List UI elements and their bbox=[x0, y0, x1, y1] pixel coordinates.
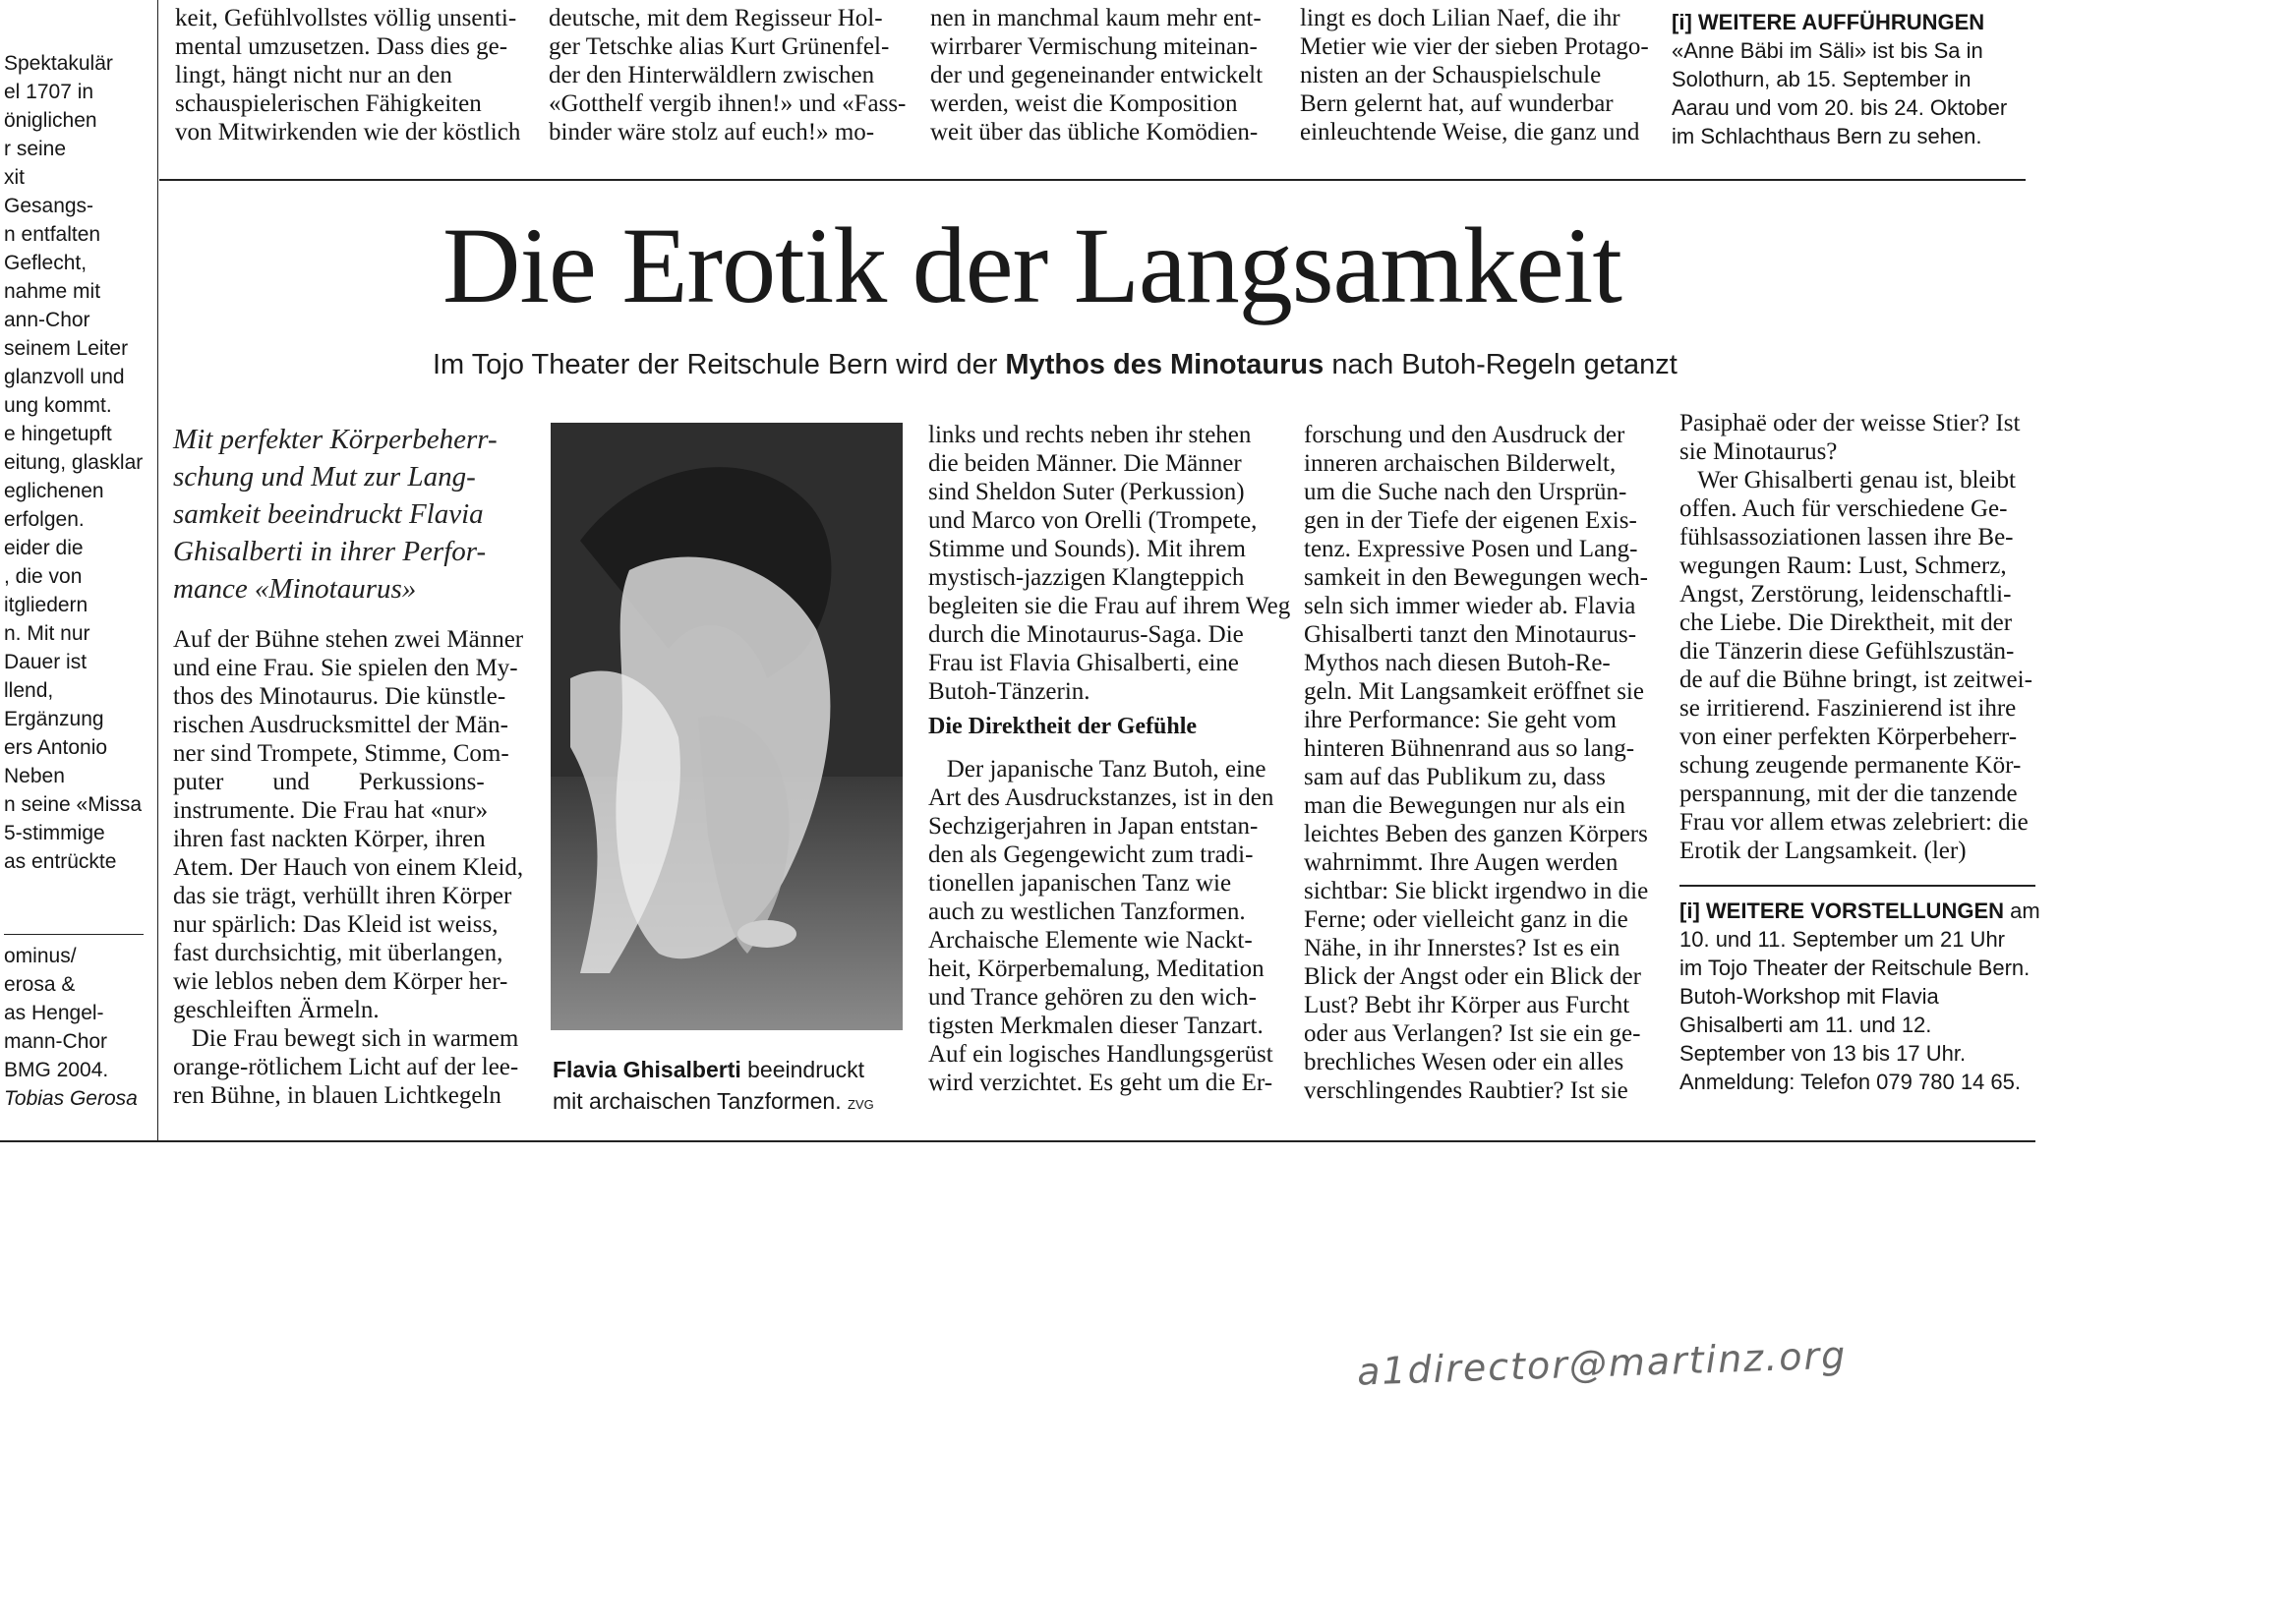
left-fragment-column-line: e hingetupft bbox=[4, 423, 112, 445]
article-column-2-part1-line: Stimme und Sounds). Mit ihrem bbox=[928, 536, 1246, 562]
left-fragment-column-line: ung kommt. bbox=[4, 394, 112, 417]
left-fragment-credits bbox=[4, 942, 151, 1113]
article-column-4-line: che Liebe. Die Direktheit, mit der bbox=[1679, 609, 2013, 636]
left-fragment-column-line: ann-Chor bbox=[4, 309, 90, 331]
photo-caption-rest: beeindruckt bbox=[740, 1057, 865, 1082]
article-column-3-line: inneren archaischen Bilderwelt, bbox=[1304, 450, 1617, 477]
top-info-lines-line: im Schlachthaus Bern zu sehen. bbox=[1672, 124, 1982, 148]
info-box-rule bbox=[1679, 885, 2035, 887]
left-fragment-column-line: öniglichen bbox=[4, 109, 97, 132]
article-column-1-line: Atem. Der Hauch von einem Kleid, bbox=[173, 854, 524, 881]
article-column-3-line: seln sich immer wieder ab. Flavia bbox=[1304, 593, 1636, 619]
left-fragment-credits-line: BMG 2004. bbox=[4, 1059, 109, 1081]
left-fragment-column-line: Gesangs- bbox=[4, 195, 94, 217]
article-column-3-line: tenz. Expressive Posen und Lang- bbox=[1304, 536, 1638, 562]
article-column-2-part2-line: Auf ein logisches Handlungsgerüst bbox=[928, 1041, 1273, 1068]
top-fragment-col3-line: der und gegeneinander entwickelt bbox=[930, 62, 1264, 88]
article-column-2-part1-line: die beiden Männer. Die Männer bbox=[928, 450, 1242, 477]
article-column-2-part1-line: und Marco von Orelli (Trompete, bbox=[928, 507, 1258, 534]
article-column-3-line: ihre Performance: Sie geht vom bbox=[1304, 707, 1617, 733]
left-fragment-column-line: Geflecht, bbox=[4, 252, 88, 274]
left-fragment-column-line: Dauer ist bbox=[4, 651, 88, 673]
article-column-4-line: de auf die Bühne bringt, ist zeitwei- bbox=[1679, 667, 2032, 693]
article-column-2-part2-line: Archaische Elemente wie Nackt- bbox=[928, 927, 1253, 954]
top-fragment-col4-line: Bern gelernt hat, auf wunderbar bbox=[1300, 90, 1614, 117]
headline: Die Erotik der Langsamkeit bbox=[442, 205, 1621, 325]
top-fragment-col2-line: ger Tetschke alias Kurt Grünenfel- bbox=[549, 33, 890, 60]
article-column-1-line: rischen Ausdrucksmittel der Män- bbox=[173, 712, 508, 738]
top-fragment-col3-line: nen in manchmal kaum mehr ent- bbox=[930, 5, 1262, 31]
top-fragment-col4-line: nisten an der Schauspielschule bbox=[1300, 62, 1602, 88]
left-fragment-column-line: n entfalten bbox=[4, 223, 101, 246]
top-fragment-col1-line: lingt, hängt nicht nur an den bbox=[175, 62, 452, 88]
left-fragment-rule bbox=[4, 934, 144, 935]
article-column-4-line: wegungen Raum: Lust, Schmerz, bbox=[1679, 552, 2007, 579]
article-column-4-line: fühlsassoziationen lassen ihre Be- bbox=[1679, 524, 2014, 551]
article-column-1-line: geschleiften Ärmeln. bbox=[173, 997, 380, 1023]
article-column-3-line: sichtbar: Sie blickt irgendwo in die bbox=[1304, 878, 1649, 904]
article-column-4-line: Pasiphaë oder der weisse Stier? Ist bbox=[1679, 410, 2021, 436]
left-fragment-column-line: r seine bbox=[4, 138, 67, 160]
handwritten-note: a1director@martinz.org bbox=[1356, 1333, 1848, 1394]
top-fragment-col2-line: der den Hinterwäldlern zwischen bbox=[549, 62, 875, 88]
left-fragment-column-line: erfolgen. bbox=[4, 508, 85, 531]
top-info-lines bbox=[1672, 36, 2045, 150]
top-fragment-col4-line: lingt es doch Lilian Naef, die ihr bbox=[1300, 5, 1620, 31]
article-column-1-line: Auf der Bühne stehen zwei Männer bbox=[173, 626, 524, 653]
article-column-1-line: fast durchsichtig, mit überlangen, bbox=[173, 940, 503, 966]
top-fragment-col3-line: weit über das übliche Komödien- bbox=[930, 119, 1259, 145]
photo-credit: ZVG bbox=[848, 1097, 874, 1112]
left-fragment-credits-line: as Hengel- bbox=[4, 1002, 104, 1024]
left-fragment-column-line: Ergänzung bbox=[4, 708, 104, 730]
article-column-1-line: wie leblos neben dem Körper her- bbox=[173, 968, 508, 995]
top-fragment-col1-line: schauspielerischen Fähigkeiten bbox=[175, 90, 482, 117]
top-fragment-col2-line: «Gotthelf vergib ihnen!» und «Fass- bbox=[549, 90, 907, 117]
article-column-3-line: gen in der Tiefe der eigenen Exis- bbox=[1304, 507, 1637, 534]
left-fragment-column-line: 5-stimmige bbox=[4, 822, 105, 844]
article-column-3 bbox=[1304, 421, 1668, 1105]
dancer-photo bbox=[551, 423, 903, 1030]
article-column-3-line: Lust? Bebt ihr Körper aus Furcht bbox=[1304, 992, 1630, 1018]
top-separator-rule bbox=[159, 179, 2026, 181]
article-column-4-line: perspannung, mit der die tanzende bbox=[1679, 781, 2018, 807]
left-fragment-column-line: glanzvoll und bbox=[4, 366, 125, 388]
info-box-lines-line: September von 13 bis 17 Uhr. bbox=[1679, 1041, 1967, 1066]
dancer-photo-art bbox=[551, 423, 903, 1030]
article-column-3-line: brechliches Wesen oder ein alles bbox=[1304, 1049, 1624, 1075]
article-column-2-part2-line: tionellen japanischen Tanz wie bbox=[928, 870, 1232, 897]
left-fragment-column-line: Spektakulär bbox=[4, 52, 113, 75]
article-column-1-line: nur spärlich: Das Kleid ist weiss, bbox=[173, 911, 499, 938]
left-fragment-column-line: n seine «Missa bbox=[4, 793, 143, 816]
article-column-1-line: und eine Frau. Sie spielen den My- bbox=[173, 655, 518, 681]
info-box-first-line bbox=[1679, 897, 2053, 925]
article-column-1-line: das sie trägt, verhüllt ihren Körper bbox=[173, 883, 512, 909]
article-lead-line: Mit perfekter Körperbeherr- bbox=[173, 424, 498, 455]
top-info-label: [i] WEITERE AUFFÜHRUNGEN bbox=[1672, 10, 1985, 34]
left-fragment-credits-line: Tobias Gerosa bbox=[4, 1087, 138, 1110]
article-column-1-line: Die Frau bewegt sich in warmem bbox=[173, 1025, 519, 1052]
article-column-3-line: Ghisalberti tanzt den Minotaurus- bbox=[1304, 621, 1637, 648]
article-column-2-part2-line: Art des Ausdruckstanzes, ist in den bbox=[928, 784, 1274, 811]
top-fragment-col4-line: Metier wie vier der sieben Protago- bbox=[1300, 33, 1649, 60]
article-column-1 bbox=[173, 625, 527, 1110]
info-box-lines-line: im Tojo Theater der Reitschule Bern. bbox=[1679, 956, 2031, 980]
article-column-2-part1-line: Frau ist Flavia Ghisalberti, eine bbox=[928, 650, 1239, 676]
top-fragment-col1-line: von Mitwirkenden wie der köstlich bbox=[175, 119, 521, 145]
article-column-1-line: puter und Perkussions- bbox=[173, 769, 485, 795]
article-column-2-part1-line: links und rechts neben ihr stehen bbox=[928, 422, 1252, 448]
subheadline-post: nach Butoh-Regeln getanzt bbox=[1324, 349, 1678, 380]
article-column-2-part2-line: tigsten Merkmalen dieser Tanzart. bbox=[928, 1013, 1264, 1039]
article-column-4-line: Angst, Zerstörung, leidenschaftli- bbox=[1679, 581, 2012, 608]
column-subtitle: Die Direktheit der Gefühle bbox=[928, 714, 1198, 739]
top-fragment-col3 bbox=[930, 4, 1284, 146]
top-fragment-col2 bbox=[549, 4, 907, 146]
info-box-lines-line: Ghisalberti am 11. und 12. bbox=[1679, 1013, 1932, 1037]
article-column-2-part2 bbox=[928, 755, 1282, 1097]
photo-caption-text2: mit archaischen Tanzformen. bbox=[553, 1088, 842, 1114]
info-box-lines-line: Anmeldung: Telefon 079 780 14 65. bbox=[1679, 1070, 2021, 1094]
left-column-divider bbox=[157, 0, 158, 1140]
info-box-lines-line: Butoh-Workshop mit Flavia bbox=[1679, 984, 1939, 1009]
top-fragment-col1-line: mental umzusetzen. Dass dies ge- bbox=[175, 33, 508, 60]
article-column-2-part2-line: heit, Körperbemalung, Meditation bbox=[928, 956, 1265, 982]
left-fragment-column-line: itgliedern bbox=[4, 594, 88, 616]
article-column-3-line: geln. Mit Langsamkeit eröffnet sie bbox=[1304, 678, 1644, 705]
article-column-1-line: ihren fast nackten Körper, ihren bbox=[173, 826, 486, 852]
article-column-2-part2-line: Der japanische Tanz Butoh, eine bbox=[928, 756, 1266, 783]
left-fragment-column-line: eitung, glasklar bbox=[4, 451, 144, 474]
article-column-3-line: Mythos nach diesen Butoh-Re- bbox=[1304, 650, 1611, 676]
left-fragment-credits-line: mann-Chor bbox=[4, 1030, 108, 1053]
photo-caption-line1 bbox=[553, 1054, 916, 1085]
photo-caption bbox=[553, 1054, 916, 1121]
left-fragment-column-line: seinem Leiter bbox=[4, 337, 129, 360]
article-column-2-part1 bbox=[928, 421, 1291, 706]
article-lead bbox=[173, 421, 547, 608]
article-column-3-line: Blick der Angst oder ein Blick der bbox=[1304, 963, 1641, 990]
article-column-4-line: se irritierend. Faszinierend ist ihre bbox=[1679, 695, 2017, 722]
article-column-3-line: oder aus Verlangen? Ist sie ein ge- bbox=[1304, 1020, 1641, 1047]
top-fragment-col2-line: deutsche, mit dem Regisseur Hol- bbox=[549, 5, 883, 31]
article-column-3-line: Nähe, in ihr Innerstes? Ist es ein bbox=[1304, 935, 1620, 961]
left-fragment-credits-line: erosa & bbox=[4, 973, 76, 996]
article-lead-line: schung und Mut zur Lang- bbox=[173, 461, 476, 493]
article-column-3-line: leichtes Beben des ganzen Körpers bbox=[1304, 821, 1648, 847]
article-column-4-line: von einer perfekten Körperbeherr- bbox=[1679, 724, 2018, 750]
article-column-2-part2-line: den als Gegengewicht zum tradi- bbox=[928, 841, 1254, 868]
top-info-lines-line: Solothurn, ab 15. September in bbox=[1672, 67, 1972, 91]
article-column-4-line: Frau vor allem etwas zelebriert: die bbox=[1679, 809, 2029, 836]
article-column-2-part2-line: auch zu westlichen Tanzformen. bbox=[928, 898, 1246, 925]
left-fragment-credits-line: ominus/ bbox=[4, 945, 77, 967]
article-column-1-line: ren Bühne, in blauen Lichtkegeln bbox=[173, 1082, 501, 1109]
article-column-3-line: wahrnimmt. Ihre Augen werden bbox=[1304, 849, 1619, 876]
left-fragment-column bbox=[4, 49, 151, 876]
article-column-4-line: sie Minotaurus? bbox=[1679, 438, 1838, 465]
article-column-2-part1-line: Butoh-Tänzerin. bbox=[928, 678, 1090, 705]
article-column-3-line: hinteren Bühnenrand aus so lang- bbox=[1304, 735, 1635, 762]
info-box-lines-line: 10. und 11. September um 21 Uhr bbox=[1679, 927, 2006, 952]
left-fragment-column-line: xit bbox=[4, 166, 25, 189]
top-fragment-col3-line: werden, weist die Komposition bbox=[930, 90, 1238, 117]
article-column-1-line: instrumente. Die Frau hat «nur» bbox=[173, 797, 489, 824]
info-box-label: [i] WEITERE VORSTELLUNGEN bbox=[1679, 898, 2004, 923]
left-fragment-column-line: n. Mit nur bbox=[4, 622, 90, 645]
article-column-4-line: offen. Auch für verschiedene Ge- bbox=[1679, 495, 2008, 522]
left-fragment-column-line: eglichenen bbox=[4, 480, 104, 502]
article-column-4-line: Erotik der Langsamkeit. (ler) bbox=[1679, 838, 1967, 864]
article-column-2-part1-line: begleiten sie die Frau auf ihrem Weg bbox=[928, 593, 1291, 619]
top-info-lines-line: «Anne Bäbi im Säli» ist bis Sa in bbox=[1672, 38, 1983, 63]
photo-caption-name: Flavia Ghisalberti bbox=[553, 1057, 741, 1082]
article-column-2-part2-line: und Trance gehören zu den wich- bbox=[928, 984, 1257, 1011]
info-box-performances bbox=[1679, 897, 2053, 1096]
article-column-4-line: die Tänzerin diese Gefühlszustän- bbox=[1679, 638, 2015, 665]
left-fragment-column-line: eider die bbox=[4, 537, 84, 559]
info-box-first-rest: am bbox=[2004, 898, 2040, 923]
article-column-3-line: Ferne; oder vielleicht ganz in die bbox=[1304, 906, 1628, 933]
article-column-4-line: Wer Ghisalberti genau ist, bleibt bbox=[1679, 467, 2016, 493]
left-fragment-column-line: el 1707 in bbox=[4, 81, 94, 103]
article-lead-line: samkeit beeindruckt Flavia bbox=[173, 498, 484, 530]
top-fragment-col1 bbox=[175, 4, 529, 146]
article-column-1-line: thos des Minotaurus. Die künstle- bbox=[173, 683, 506, 710]
bottom-rule bbox=[0, 1140, 2035, 1142]
info-box-lines bbox=[1679, 925, 2053, 1096]
article-column-4-line: schung zeugende permanente Kör- bbox=[1679, 752, 2022, 779]
article-column-3-line: verschlingendes Raubtier? Ist sie bbox=[1304, 1077, 1628, 1104]
article-column-2 bbox=[928, 421, 1291, 1097]
article-lead-line: Ghisalberti in ihrer Perfor- bbox=[173, 536, 487, 567]
article-column-2-part1-line: mystisch-jazzigen Klangteppich bbox=[928, 564, 1245, 591]
article-lead-line: mance «Minotaurus» bbox=[173, 573, 417, 605]
subheadline-pre: Im Tojo Theater der Reitschule Bern wird der bbox=[433, 349, 1006, 380]
subheadline-bold: Mythos des Minotaurus bbox=[1005, 349, 1325, 380]
article-column-2-part2-line: Sechzigerjahren in Japan entstan- bbox=[928, 813, 1259, 840]
article-column-2-part1-line: durch die Minotaurus-Saga. Die bbox=[928, 621, 1244, 648]
photo-caption-line2 bbox=[553, 1085, 916, 1121]
article-column-2-part2-line: wird verzichtet. Es geht um die Er- bbox=[928, 1070, 1273, 1096]
left-fragment-column-line: as entrückte bbox=[4, 850, 117, 873]
article-column-1-line: ner sind Trompete, Stimme, Com- bbox=[173, 740, 509, 767]
top-info-box bbox=[1672, 8, 2045, 150]
left-fragment-column-line: nahme mit bbox=[4, 280, 101, 303]
article-column-3-line: samkeit in den Bewegungen wech- bbox=[1304, 564, 1648, 591]
article-column-3-line: forschung und den Ausdruck der bbox=[1304, 422, 1625, 448]
top-fragment-col4-line: einleuchtende Weise, die ganz und bbox=[1300, 119, 1640, 145]
top-fragment-col3-line: wirrbarer Vermischung miteinan- bbox=[930, 33, 1258, 60]
top-fragment-col1-line: keit, Gefühlvollstes völlig unsenti- bbox=[175, 5, 517, 31]
article-column-3-line: um die Suche nach den Ursprün- bbox=[1304, 479, 1627, 505]
left-fragment-column-line: , die von bbox=[4, 565, 83, 588]
subheadline bbox=[433, 348, 1678, 381]
top-info-lines-line: Aarau und vom 20. bis 24. Oktober bbox=[1672, 95, 2008, 120]
article-column-4 bbox=[1679, 409, 2043, 865]
article-column-3-line: sam auf das Publikum zu, dass bbox=[1304, 764, 1606, 790]
left-fragment-column-line: llend, bbox=[4, 679, 54, 702]
article-column-1-line: orange-rötlichem Licht auf der lee- bbox=[173, 1054, 519, 1080]
left-fragment-column-line: ers Antonio bbox=[4, 736, 108, 759]
left-fragment-column-line: Neben bbox=[4, 765, 65, 787]
article-column-3-line: man die Bewegungen nur als ein bbox=[1304, 792, 1625, 819]
top-fragment-col2-line: binder wäre stolz auf euch!» mo- bbox=[549, 119, 875, 145]
top-fragment-col4 bbox=[1300, 4, 1654, 146]
article-column-2-part1-line: sind Sheldon Suter (Perkussion) bbox=[928, 479, 1245, 505]
